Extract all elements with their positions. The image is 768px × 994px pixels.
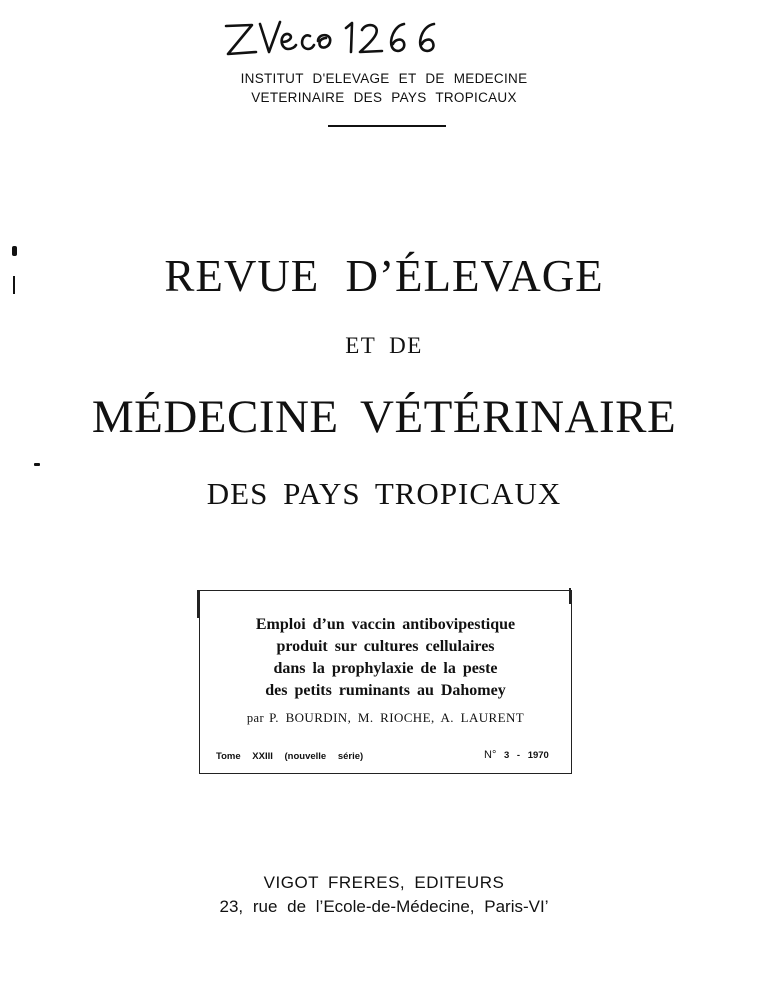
journal-title-line-3: MÉDECINE VÉTÉRINAIRE xyxy=(91,391,677,443)
authors-prefix: par xyxy=(246,711,265,725)
article-title-line: des petits ruminants au Dahomey xyxy=(265,682,506,699)
handwritten-catalog-code xyxy=(222,14,454,64)
article-authors xyxy=(199,710,572,726)
issue-number-label: N° xyxy=(484,749,497,761)
article-title-line: dans la prophylaxie de la peste xyxy=(273,660,498,677)
institute-line-1: INSTITUT D'ELEVAGE ET DE MEDECINE xyxy=(240,71,528,86)
issue-tome: Tome XXIII (nouvelle série) xyxy=(216,751,364,762)
publisher-address: 23, rue de l’Ecole-de-Médecine, Paris-VI’ xyxy=(219,897,549,916)
journal-title-line-2: ET DE xyxy=(345,333,423,358)
box-corner-mark xyxy=(569,588,571,604)
issue-number xyxy=(484,749,549,761)
scan-mark xyxy=(34,463,40,466)
article-title-line: produit sur cultures cellulaires xyxy=(276,638,495,655)
institute-line-2: VETERINAIRE DES PAYS TROPICAUX xyxy=(251,90,517,105)
handwritten-signature-drawing xyxy=(222,14,454,64)
article-title xyxy=(199,614,572,702)
article-title-line: Emploi d’un vaccin antibovipestique xyxy=(255,616,516,633)
publisher-name: VIGOT FRERES, EDITEURS xyxy=(263,873,505,892)
header-divider xyxy=(328,125,446,127)
journal-title-line-1: REVUE D’ÉLEVAGE xyxy=(164,251,604,301)
authors-names: P. BOURDIN, M. RIOCHE, A. LAURENT xyxy=(269,710,525,725)
issue-number-value: 3 - 1970 xyxy=(503,750,549,761)
journal-title-line-4: DES PAYS TROPICAUX xyxy=(206,476,562,511)
